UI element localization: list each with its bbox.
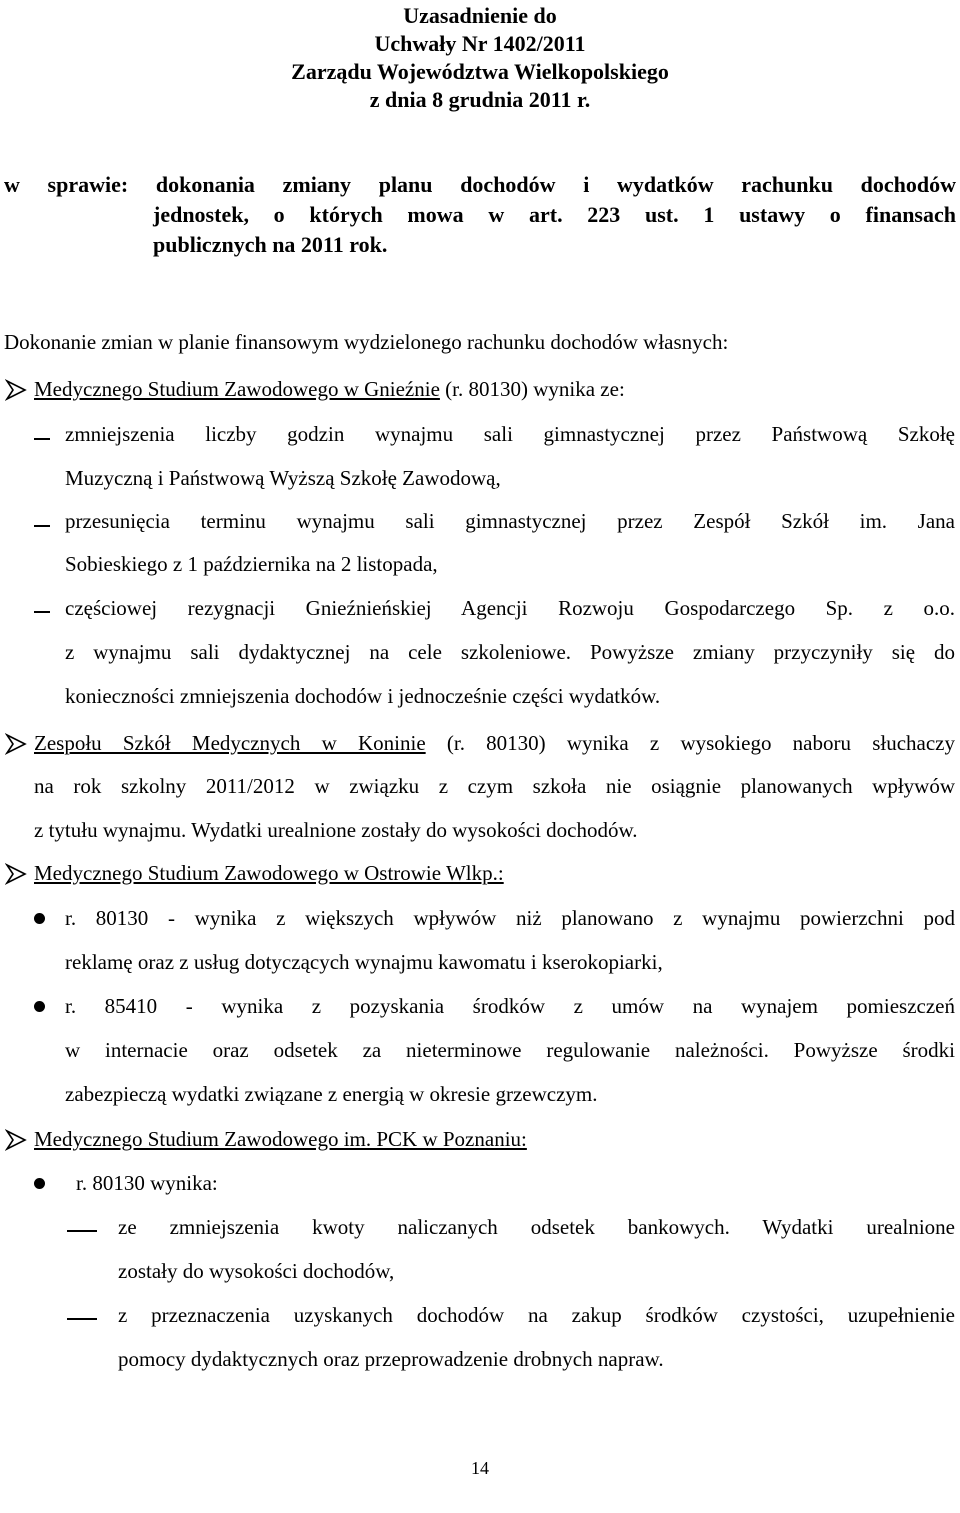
dash-bullet-icon — [34, 525, 50, 527]
list-item-line: Muzyczną i Państwową Wyższą Szkołę Zawodową, — [65, 466, 501, 490]
list-item-line: r. 85410 - wynika z pozyskania środków z umów na wynajem pomieszczeń — [65, 994, 955, 1018]
list-item-line: konieczności zmniejszenia dochodów i jednocześnie części wydatków. — [65, 684, 661, 708]
list-item-line: zmniejszenia liczby godzin wynajmu sali gimnastycznej przez Państwową Szkołę — [65, 422, 955, 446]
list-item-line: pomocy dydaktycznych oraz przeprowadzenie drobnych napraw. — [118, 1347, 664, 1371]
subject-line: w sprawie: dokonania zmiany planu dochodów i wydatków rachunku dochodów — [4, 172, 956, 197]
section-gniezno-title: Medycznego Studium Zawodowego w Gnieźnie — [34, 377, 440, 401]
list-item-line: z przeznaczenia uzyskanych dochodów na zakup środków czystości, uzupełnienie — [118, 1303, 955, 1327]
intro-text: Dokonanie zmian w planie finansowym wydzielonego rachunku dochodów własnych: — [4, 330, 729, 354]
round-bullet-icon — [34, 1001, 45, 1012]
list-item-line: przesunięcia terminu wynajmu sali gimnastycznej przez Zespół Szkół im. Jana — [65, 509, 955, 533]
dash-bullet-icon — [34, 611, 50, 613]
subject-line: jednostek, o których mowa w art. 223 ust. 1 ustawy o finansach — [153, 202, 956, 227]
section-ostrow-heading — [34, 861, 954, 886]
section-konin-title: Zespołu Szkół Medycznych w Koninie — [34, 731, 426, 755]
header-date: z dnia 8 grudnia 2011 r. — [369, 87, 591, 112]
list-item-line: reklamę oraz z usług dotyczących wynajmu kawomatu i kserokopiarki, — [65, 950, 663, 974]
subject-block — [4, 170, 956, 260]
round-bullet-icon — [34, 913, 45, 924]
section-gniezno-title-rest: (r. 80130) wynika ze: — [439, 377, 625, 401]
header-authority: Zarządu Województwa Wielkopolskiego — [291, 59, 669, 84]
header-resolution-number: Uchwały Nr 1402/2011 — [374, 31, 586, 56]
arrowhead-bullet-icon — [5, 863, 27, 885]
subject-line: publicznych na 2011 rok. — [153, 232, 388, 257]
list-item-line: ze zmniejszenia kwoty naliczanych odsetek bankowych. Wydatki urealnione — [118, 1215, 955, 1239]
dash-bullet-icon — [34, 438, 50, 440]
dash-bullet-icon — [67, 1230, 97, 1232]
section-konin-heading — [34, 731, 955, 756]
list-item-line: r. 80130 - wynika z większych wpływów niż planowano z wynajmu powierzchni pod — [65, 906, 955, 930]
list-item-line: zostały do wysokości dochodów, — [118, 1259, 395, 1283]
header-title: Uzasadnienie do — [403, 3, 557, 28]
section-konin-line: na rok szkolny 2011/2012 w związku z czym szkoła nie osiągnie planowanych wpływów — [34, 774, 955, 798]
section-poznan-heading — [34, 1127, 954, 1152]
page-number: 14 — [471, 1458, 489, 1478]
arrowhead-bullet-icon — [5, 1129, 27, 1151]
arrowhead-bullet-icon — [5, 379, 27, 401]
section-gniezno-heading — [34, 377, 954, 402]
list-item-line: zabezpieczą wydatki związane z energią w okresie grzewczym. — [65, 1082, 598, 1106]
arrowhead-bullet-icon — [5, 733, 27, 755]
round-bullet-icon — [34, 1178, 45, 1189]
section-konin-line: z tytułu wynajmu. Wydatki urealnione zostały do wysokości dochodów. — [34, 818, 638, 842]
list-item-line: częściowej rezygnacji Gnieźnieńskiej Agencji Rozwoju Gospodarczego Sp. z o.o. — [65, 596, 955, 620]
list-item-line: Sobieskiego z 1 października na 2 listopada, — [65, 552, 438, 576]
list-item-line: w internacie oraz odsetek za nieterminowe regulowanie należności. Powyższe środki — [65, 1038, 955, 1062]
dash-bullet-icon — [67, 1318, 97, 1320]
section-ostrow-title: Medycznego Studium Zawodowego w Ostrowie Wlkp.: — [34, 861, 504, 885]
list-item-line: z wynajmu sali dydaktycznej na cele szkoleniowe. Powyższe zmiany przyczyniły się do — [65, 640, 955, 664]
section-poznan-subheading: r. 80130 wynika: — [76, 1171, 218, 1195]
section-poznan-title: Medycznego Studium Zawodowego im. PCK w Poznaniu: — [34, 1127, 527, 1151]
section-konin-text: (r. 80130) wynika z wysokiego naboru słuchaczy — [425, 731, 955, 755]
